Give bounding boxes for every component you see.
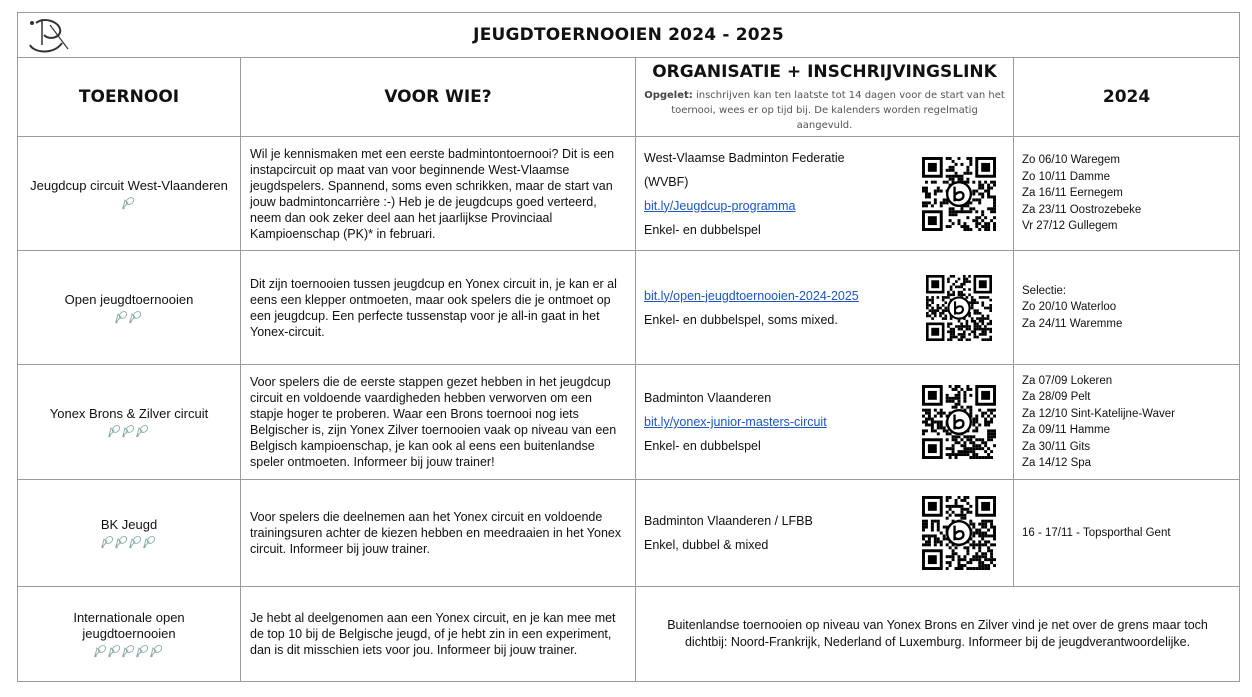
dates-cell [1014,480,1240,587]
shuttlecock-icon [122,424,135,437]
organisation-abbreviation: (WVBF) [644,174,689,189]
table-row-international [18,587,1240,682]
shuttlecock-icon [129,310,142,323]
international-info: Buitenlandse toernooien op niveau van Yonex Brons en Zilver vind je net over de grens maar toch dichtbij: Noord-Frankrijk, Nederland of Luxemburg. Informeer bij de jeugdverantwoordelijke. [636,587,1240,682]
organisation-cell [636,365,906,480]
header-note [636,88,1013,133]
page-title: JEUGDTOERNOOIEN 2024 - 2025 [473,25,784,45]
header-organisatie [636,58,1014,137]
tournament-date: Zo 06/10 Waregem [1022,154,1121,167]
organisation-name: Badminton Vlaanderen [644,391,772,405]
shuttlecock-icon [122,196,135,209]
organisation-name: Badminton Vlaanderen / LFBB [644,514,813,528]
tournament-date: Za 14/12 Spa [1022,457,1092,469]
shuttlecock-icon [143,535,156,548]
tournament-date: Za 07/09 Lokeren [1022,374,1113,387]
header-year: 2024 [1014,58,1240,137]
dates-cell [1014,251,1240,365]
tournament-name: BK Jeugd [100,517,158,532]
qr-code-icon [922,496,996,570]
registration-link[interactable]: bit.ly/open-jeugdtoernooien-2024-2025 [644,288,859,303]
tournament-date: Selectie: [1022,284,1067,297]
club-logo-icon [24,15,70,55]
organisation-cell [636,137,906,251]
play-format: Enkel- en dubbelspel [644,222,761,237]
qr-code-icon [926,275,992,341]
tournament-description: Voor spelers die de eerste stappen gezet hebben in het jeugdcup circuit en voldoende vaardigheden hebben verworven om een stapje hoger te proberen. Waar een Brons toernooi nog iets Belgischer is, zijn Yonex Zilver toernooien vaak op niveau van een Belgisch kampioenschap, je kan ook al eens een buitenlandse speler ontmoeten. Informeer bij jouw trainer! [241,365,636,480]
play-format: Enkel- en dubbelspel [644,439,761,453]
registration-link[interactable]: bit.ly/Jeugdcup-programma [644,198,796,213]
title-row [18,13,1240,58]
dates-cell [1014,365,1240,480]
table-row [18,137,1240,251]
organisation-cell [636,480,906,587]
header-voor-wie: VOOR WIE? [241,58,636,137]
tournament-date: Za 23/11 Oostrozebeke [1022,203,1142,216]
tournament-description: Je hebt al deelgenomen aan een Yonex circuit, en je kan mee met de top 10 bij de Belgische jeugd, of je hebt zin in een experiment, dan is dit misschien iets voor jou. Informeer bij jouw trainer. [241,587,636,682]
table-row [18,480,1240,587]
shuttlecock-icon [122,644,135,657]
tournament-date: Za 12/10 Sint-Katelijne-Waver [1022,407,1175,420]
tournament-name-cell [18,365,241,480]
table-row [18,365,1240,480]
header-organisatie-label: ORGANISATIE + INSCHRIJVINGSLINK [652,61,997,82]
shuttlecock-rating [106,424,152,438]
tournament-date: Za 16/11 Eernegem [1022,187,1123,200]
tournament-name: Yonex Brons & Zilver circuit [49,406,209,421]
tournament-description: Wil je kennismaken met een eerste badmintontoernooi? Dit is een instapcircuit op maat van voor beginnende West-Vlaamse jeugdspelers. Spannend, soms even schrikken, maar de start van jouw badmintoncarrière :-) Heb je de jeugdcups goed verteerd, neem dan ook zeker deel aan het jaarlijkse Provinciaal Kampioenschap (PK)* in februari. [241,137,636,251]
qr-code-cell [906,480,1014,587]
shuttlecock-icon [101,535,114,548]
shuttlecock-icon [136,644,149,657]
organisation-name: West-Vlaamse Badminton Federatie [644,150,845,165]
tournament-name: Open jeugdtoernooien [64,291,194,307]
organisation-cell [636,251,906,365]
tournament-name: Jeugdcup circuit West-Vlaanderen [30,177,228,193]
play-format: Enkel- en dubbelspel, soms mixed. [644,312,838,327]
shuttlecock-icon [115,535,128,548]
table-row [18,251,1240,365]
tournament-sheet [17,12,1239,682]
qr-code-cell [906,251,1014,365]
shuttlecock-icon [150,644,163,657]
tournament-name-line1: Internationale open [73,610,185,625]
note-label: Opgelet: [644,89,693,101]
tournament-date: Za 30/11 Gits [1022,440,1091,453]
tournament-name-cell [18,587,241,682]
registration-link[interactable]: bit.ly/yonex-junior-masters-circuit [644,415,827,429]
shuttlecock-rating [120,196,138,210]
tournament-table [17,12,1240,682]
tournament-description: Dit zijn toernooien tussen jeugdcup en Yonex circuit in, je kan er al eens een klepper ontmoeten, maar ook spelers die je ontmoet op een jeugdcup. Een perfecte tussenstap voor je all-in gaat in het Yonex-circuit. [241,251,636,365]
shuttlecock-rating [99,535,159,549]
qr-code-icon [922,385,996,459]
shuttlecock-icon [94,644,107,657]
tournament-date: Zo 10/11 Damme [1022,170,1110,183]
shuttlecock-icon [115,310,128,323]
tournament-name-cell [18,480,241,587]
note-text: inschrijven kan ten laatste tot 14 dagen voor de start van het toernooi, wees er op tijd bij. De kalenders worden regelmatig aangevuld. [671,89,1005,131]
shuttlecock-icon [108,644,121,657]
shuttlecock-rating [92,644,166,658]
play-format: Enkel, dubbel & mixed [644,538,769,552]
tournament-date: Za 09/11 Hamme [1022,424,1110,436]
qr-code-icon [922,157,996,231]
shuttlecock-icon [129,535,142,548]
qr-code-cell [906,137,1014,251]
qr-code-cell [906,365,1014,480]
dates-cell [1014,137,1240,251]
shuttlecock-icon [136,424,149,437]
tournament-date: Za 24/11 Waremme [1022,317,1123,330]
tournament-date: Zo 20/10 Waterloo [1022,301,1117,314]
tournament-name-cell [18,137,241,251]
tournament-date: 16 - 17/11 - Topsporthal Gent [1022,526,1171,539]
tournament-name-line2: jeugdtoernooien [82,626,176,641]
tournament-name-cell [18,251,241,365]
tournament-date: Vr 27/12 Gullegem [1022,220,1118,233]
shuttlecock-rating [113,310,145,324]
tournament-description: Voor spelers die deelnemen aan het Yonex circuit en voldoende trainingsuren achter de kiezen hebben en meedraaien in het Yonex circuit. Informeer bij jouw trainer. [241,480,636,587]
shuttlecock-icon [108,424,121,437]
header-toernooi: TOERNOOI [18,58,241,137]
tournament-date: Za 28/09 Pelt [1022,391,1091,403]
